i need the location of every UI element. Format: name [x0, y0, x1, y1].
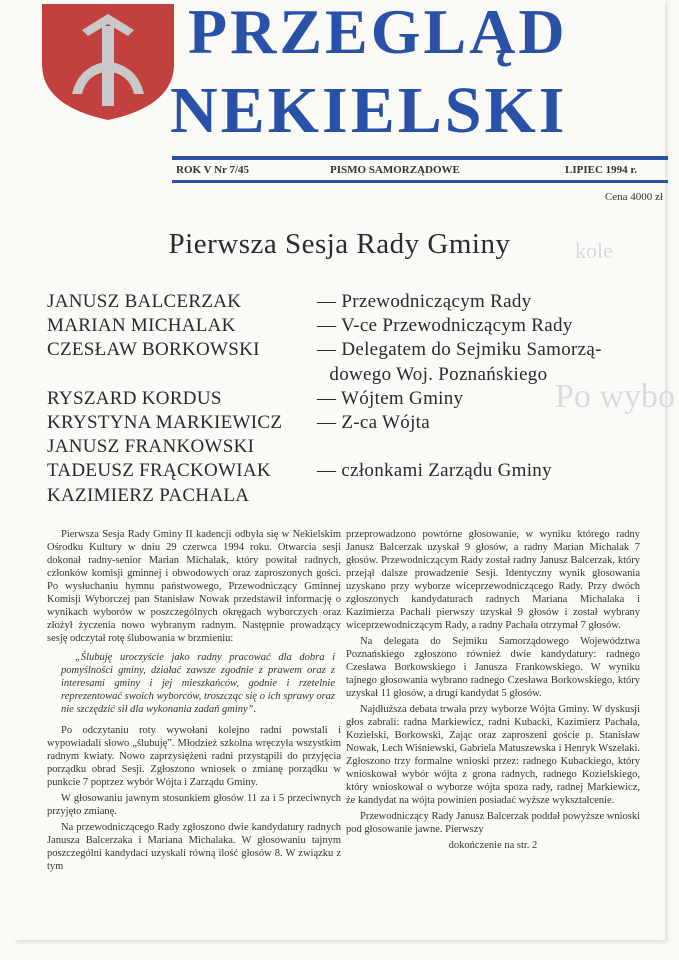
publication-type: PISMO SAMORZĄDOWE: [330, 164, 460, 176]
paragraph: przeprowadzono powtórne głosowanie, w wyniku którego radny Janusz Balcerzak uzyskał 9 głosów, a radny Marian Michalak 7 głosów. Przewodniczącym Rady został radny Janusz Balcerzak, który przejął dalsze prowadzenie Sesji. Identyczny wynik głosowania uzyskano przy wyborze wiceprzewodniczącego Rady. Przy dwóch zgłoszonych kandydaturach radnych Mariana Michalaka i Kazimierza Pachali pierwszy uzyskał 9 głosów i został wybrany wiceprzewodniczącym Rady, a radny Pachała otrzymał 7 głosów.: [346, 529, 640, 631]
masthead-rule-bottom: [172, 180, 668, 183]
official-row: [47, 387, 667, 411]
official-row: [47, 484, 667, 508]
show-through-decoration: Po wybo: [555, 378, 675, 415]
official-name: [47, 363, 307, 387]
official-row: [47, 338, 667, 362]
officials-list: [47, 290, 667, 508]
paragraph: Po odczytaniu roty wywołani kolejno radni powstali i wypowiadali słowo „ślubuję”. Młodzież szkolna wręczyła wszystkim radnym kwiaty. Nowo zaprzysiężeni radni przystąpili do przyjęcia porządku obrad Sesji. Zgłoszono wniosek o zmianę porządku w punkcie 7 poprzez wybór Wójta i Zarządu Gminy.: [47, 725, 341, 788]
paragraph: Na delegata do Sejmiku Samorządowego Województwa Poznańskiego zgłoszono również dwie kandydatury: radnego Czesława Borkowskiego i Janusza Frankowskiego. W wyniku tajnego głosowania wybrano radnego Czesława Borkowskiego, który uzyskał 11 głosów, a drugi kandydat 5 głosów.: [346, 636, 640, 699]
article-column-right: [346, 528, 640, 855]
paragraph: W głosowaniu jawnym stosunkiem głosów 11 za i 5 przeciwnych przyjęto zmianę.: [47, 793, 341, 817]
paragraph: Pierwsza Sesja Rady Gminy II kadencji odbyła się w Nekielskim Ośrodku Kultury w dniu 29 czerwca 1994 roku. Otwarcia sesji dokonał radny-senior Marian Michalak, który powitał radnych, członków komisji gminnej i obwodowych oraz zaproszonych gości. Po wysłuchaniu hymnu państwowego, Przewodniczący Gminnej Komisji Wyborczej pan Stanisław Nowak przedstawił informację o wynikach wyborów w poszczególnych okręgach wyborczych oraz złożył życzenia nowo wybranym radnym. Następnie prowadzący sesję odczytał rotę ślubowania w brzmieniu:: [47, 529, 341, 644]
coat-of-arms-icon: [38, 2, 178, 122]
masthead-title-line2: NEKIELSKI: [170, 74, 568, 147]
official-role: — członkami Zarządu Gminy: [317, 460, 552, 482]
paragraph: Najdłuższa debata trwała przy wyborze Wójta Gminy. W dyskusji głos zabrali: radna Markiewicz, radni Kubacki, Kazimierz Pachała, Kozielski, Borkowski, Zając oraz zaproszeni goście p. Stanisław Nowak, Lech Wiśniewski, Gabriela Matuszewska i Henryk Wszelaki. Zgłoszono trzy formalne wnioski przez: radnego Kubackiego, który wnioskował wybór wójta z grona radnych, radnego Kozielskiego, który wnioskował o wyborze wójta spoza rady, radnej Markiewicz, że kandydat na wójta powinien posiadać wyższe wykształcenie.: [346, 704, 640, 806]
issue-date: LIPIEC 1994 r.: [565, 164, 638, 176]
official-row: [47, 290, 667, 314]
paragraph: Przewodniczący Rady Janusz Balcerzak poddał powyższe wnioski pod głosowanie jawne. Pierwszy: [346, 811, 640, 835]
official-role: [317, 435, 667, 459]
oath-quote: „Ślubuję uroczyście jako radny pracować dla dobra i pomyślności gminy, działać zawsze zgodnie z prawem oraz z interesami gminy i jej mieszkańców, godnie i rzetelnie reprezentować swoich wyborców, troszcząc się o ich sprawy oraz nie szczędzić sił dla wykonania zadań gminy”.: [61, 652, 335, 715]
paragraph: Na przewodniczącego Rady zgłoszono dwie kandydatury radnych Janusza Balcerzaka i Mariana Michalaka. W głosowaniu tajnym poszczególni kandydaci uzyskali równą ilość głosów 8. W związku z tym: [47, 822, 341, 872]
article-column-left: [47, 528, 341, 876]
official-name: JANUSZ FRANKOWSKI: [47, 436, 255, 458]
continued-note: dokończenie na str. 2: [448, 840, 538, 851]
official-role: — V-ce Przewodniczącym Rady: [317, 315, 573, 337]
show-through-decoration: kole: [575, 238, 613, 263]
official-role: — Z-ca Wójta: [317, 412, 430, 434]
masthead-rule-top: [172, 156, 668, 160]
masthead-title-line1: PRZEGLĄD: [188, 0, 568, 67]
official-role: — Przewodniczącym Rady: [317, 291, 532, 312]
official-name: RYSZARD KORDUS: [47, 387, 222, 409]
official-role: — Wójtem Gminy: [317, 387, 464, 409]
official-role: dowego Woj. Poznańskiego: [329, 363, 548, 385]
official-name: CZESŁAW BORKOWSKI: [47, 339, 260, 361]
official-row: [47, 435, 667, 459]
official-row: [47, 411, 667, 435]
issue-number: ROK V Nr 7/45: [176, 164, 250, 176]
official-row: [47, 459, 667, 483]
official-role: [317, 484, 667, 508]
official-name: KAZIMIERZ PACHALA: [47, 484, 250, 506]
official-name: KRYSTYNA MARKIEWICZ: [47, 412, 283, 434]
price: Cena 4000 zł: [604, 191, 663, 203]
official-row: [47, 314, 667, 338]
official-name: JANUSZ BALCERZAK: [47, 291, 242, 312]
official-role: — Delegatem do Sejmiku Samorzą-: [317, 339, 602, 361]
official-name: MARIAN MICHALAK: [47, 315, 236, 337]
article-headline: Pierwsza Sesja Rady Gminy: [168, 228, 511, 260]
official-name: TADEUSZ FRĄCKOWIAK: [47, 460, 271, 482]
official-row: [47, 363, 667, 387]
